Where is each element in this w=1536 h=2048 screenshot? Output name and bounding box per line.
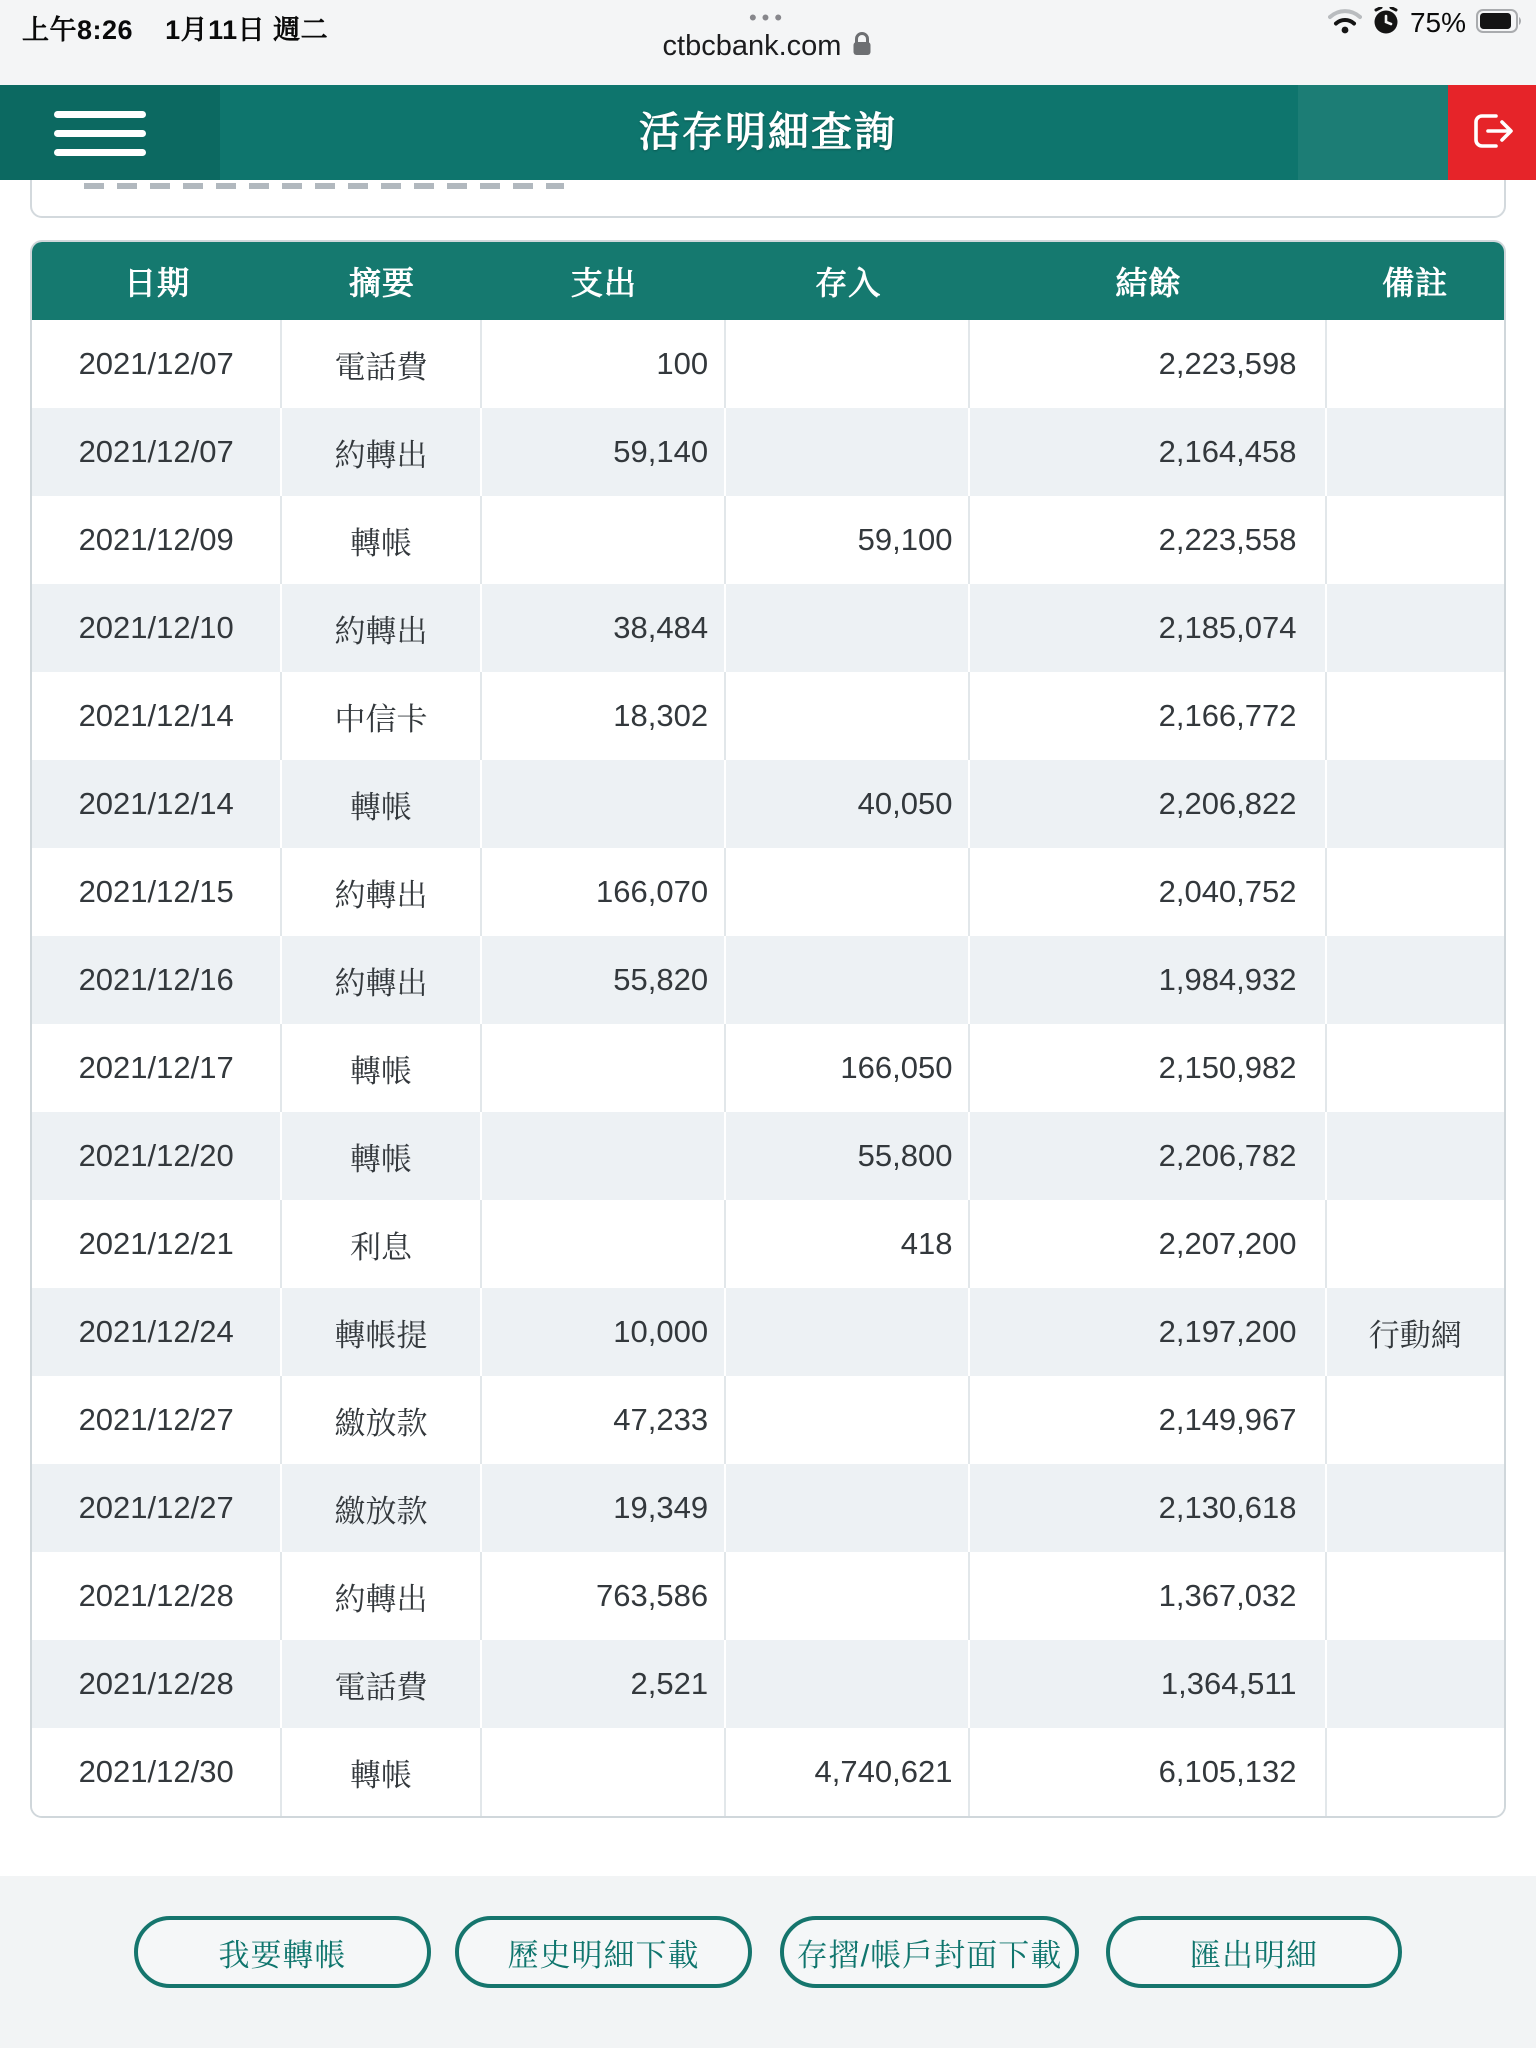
cell-withdrawal: 47,233: [482, 1376, 726, 1464]
status-date: 1月11日: [165, 15, 266, 45]
cell-balance: 6,105,132: [970, 1728, 1326, 1816]
cell-summary: 轉帳提: [282, 1288, 481, 1376]
cell-summary: 約轉出: [282, 936, 481, 1024]
table-row: [32, 1200, 1504, 1288]
cell-balance: 2,040,752: [970, 848, 1326, 936]
table-header-row: [32, 242, 1504, 320]
cell-balance: 2,149,967: [970, 1376, 1326, 1464]
cell-balance: 2,185,074: [970, 584, 1326, 672]
page-title: 活存明細查詢: [639, 109, 897, 155]
cell-note: [1327, 848, 1505, 936]
table-row: [32, 1728, 1504, 1816]
cell-balance: 2,164,458: [970, 408, 1326, 496]
cell-note: [1327, 408, 1505, 496]
cell-summary: 轉帳: [282, 1024, 481, 1112]
status-bar: [0, 0, 1536, 85]
cell-note: [1327, 672, 1505, 760]
cell-withdrawal: 2,521: [482, 1640, 726, 1728]
cell-withdrawal: [482, 1024, 726, 1112]
cell-balance: 2,197,200: [970, 1288, 1326, 1376]
tab-handle-dots[interactable]: •••: [748, 5, 788, 30]
table-row: [32, 320, 1504, 408]
cell-date: 2021/12/24: [32, 1288, 282, 1376]
cell-note: 行動網: [1368, 1317, 1462, 1353]
cell-balance: 1,984,932: [970, 936, 1326, 1024]
cell-deposit: 55,800: [726, 1112, 970, 1200]
cell-balance: 2,166,772: [970, 672, 1326, 760]
cell-date: 2021/12/30: [32, 1728, 282, 1816]
table-row: [32, 1552, 1504, 1640]
column-header: 存入: [815, 265, 882, 301]
cell-withdrawal: 763,586: [482, 1552, 726, 1640]
history-download-button[interactable]: 歷史明細下載: [455, 1916, 752, 1988]
footer-bar: [0, 1876, 1536, 2048]
cell-note: [1327, 1640, 1505, 1728]
cell-date: 2021/12/28: [32, 1552, 282, 1640]
column-header: 支出: [570, 265, 637, 301]
cell-withdrawal: 18,302: [482, 672, 726, 760]
cell-balance: 2,223,558: [970, 496, 1326, 584]
cell-date: 2021/12/16: [32, 936, 282, 1024]
column-header: 摘要: [349, 265, 416, 301]
address-bar[interactable]: [0, 30, 1536, 65]
transaction-table: [30, 240, 1506, 1818]
cell-deposit: [726, 1640, 970, 1728]
cell-deposit: 4,740,621: [726, 1728, 970, 1816]
passbook-cover-download-button[interactable]: 存摺/帳戶封面下載: [780, 1916, 1079, 1988]
table-row: [32, 1376, 1504, 1464]
cell-date: 2021/12/17: [32, 1024, 282, 1112]
cell-deposit: [726, 408, 970, 496]
cell-summary: 轉帳: [282, 1728, 481, 1816]
cell-deposit: [726, 1552, 970, 1640]
table-row: [32, 672, 1504, 760]
cell-summary: 轉帳: [282, 496, 481, 584]
table-body: [32, 320, 1504, 1816]
table-row: [32, 584, 1504, 672]
cell-date: 2021/12/14: [32, 760, 282, 848]
table-row: [32, 1464, 1504, 1552]
cell-summary: 轉帳: [282, 760, 481, 848]
cell-balance: 1,364,511: [970, 1640, 1326, 1728]
cell-balance: 2,150,982: [970, 1024, 1326, 1112]
cell-withdrawal: 38,484: [482, 584, 726, 672]
column-header: 結餘: [1115, 265, 1182, 301]
cell-deposit: 59,100: [726, 496, 970, 584]
lock-icon: [851, 31, 873, 65]
cell-deposit: [726, 1464, 970, 1552]
cell-withdrawal: 10,000: [482, 1288, 726, 1376]
cell-date: 2021/12/07: [32, 408, 282, 496]
cell-date: 2021/12/15: [32, 848, 282, 936]
cell-date: 2021/12/20: [32, 1112, 282, 1200]
cell-deposit: [726, 672, 970, 760]
cell-deposit: 418: [726, 1200, 970, 1288]
url-text: ctbcbank.com: [662, 30, 842, 62]
footer-button-row: [0, 1916, 1536, 1988]
cell-summary: 約轉出: [282, 848, 481, 936]
cell-note: [1327, 1376, 1505, 1464]
cell-deposit: [726, 320, 970, 408]
cell-deposit: [726, 848, 970, 936]
cell-date: 2021/12/09: [32, 496, 282, 584]
table-row: [32, 1640, 1504, 1728]
cell-note: [1327, 1112, 1505, 1200]
cell-withdrawal: 166,070: [482, 848, 726, 936]
cell-date: 2021/12/27: [32, 1464, 282, 1552]
status-weekday: 週二: [273, 15, 329, 45]
export-details-button[interactable]: 匯出明細: [1106, 1916, 1402, 1988]
cell-deposit: [726, 584, 970, 672]
cell-summary: 繳放款: [282, 1376, 481, 1464]
cell-balance: 2,223,598: [970, 320, 1326, 408]
cell-deposit: 40,050: [726, 760, 970, 848]
cell-summary: 約轉出: [282, 408, 481, 496]
cell-date: 2021/12/28: [32, 1640, 282, 1728]
cell-withdrawal: [482, 496, 726, 584]
clipped-text-remnant: [84, 183, 564, 189]
cell-summary: 轉帳: [282, 1112, 481, 1200]
cell-withdrawal: [482, 1112, 726, 1200]
cell-deposit: [726, 936, 970, 1024]
cell-note: [1327, 936, 1505, 1024]
cell-note: [1327, 1552, 1505, 1640]
column-header: 備註: [1382, 265, 1449, 301]
status-time: 上午8:26: [22, 15, 134, 45]
hamburger-icon: [54, 111, 146, 118]
cell-date: 2021/12/21: [32, 1200, 282, 1288]
cell-note: [1327, 496, 1505, 584]
cell-date: 2021/12/27: [32, 1376, 282, 1464]
cell-summary: 電話費: [282, 1640, 481, 1728]
app-header: [0, 85, 1536, 180]
logout-icon: [1466, 105, 1518, 160]
table-row: [32, 496, 1504, 584]
cell-note: [1327, 320, 1505, 408]
cell-deposit: [726, 1288, 970, 1376]
column-header: 日期: [124, 265, 191, 301]
cell-note: [1327, 1464, 1505, 1552]
table-row: [32, 408, 1504, 496]
cell-withdrawal: 100: [482, 320, 726, 408]
logout-button[interactable]: [1448, 85, 1536, 180]
cell-note: [1327, 1200, 1505, 1288]
cell-summary: 約轉出: [282, 584, 481, 672]
table-row: [32, 1288, 1504, 1376]
cell-note: [1327, 760, 1505, 848]
cell-withdrawal: [482, 760, 726, 848]
transfer-button[interactable]: 我要轉帳: [134, 1916, 431, 1988]
cell-withdrawal: 19,349: [482, 1464, 726, 1552]
cell-summary: 約轉出: [282, 1552, 481, 1640]
cell-balance: 1,367,032: [970, 1552, 1326, 1640]
cell-note: [1327, 1024, 1505, 1112]
cell-deposit: 166,050: [726, 1024, 970, 1112]
cell-withdrawal: 55,820: [482, 936, 726, 1024]
cell-summary: 電話費: [282, 320, 481, 408]
cell-date: 2021/12/07: [32, 320, 282, 408]
cell-note: [1327, 584, 1505, 672]
cell-date: 2021/12/14: [32, 672, 282, 760]
table-row: [32, 1024, 1504, 1112]
cell-withdrawal: 59,140: [482, 408, 726, 496]
table-row: [32, 760, 1504, 848]
cell-withdrawal: [482, 1728, 726, 1816]
table-row: [32, 1112, 1504, 1200]
cell-summary: 利息: [282, 1200, 481, 1288]
cell-balance: 2,206,822: [970, 760, 1326, 848]
cell-deposit: [726, 1376, 970, 1464]
cell-balance: 2,206,782: [970, 1112, 1326, 1200]
cell-summary: 中信卡: [282, 672, 481, 760]
cell-balance: 2,130,618: [970, 1464, 1326, 1552]
table-row: [32, 848, 1504, 936]
table-row: [32, 936, 1504, 1024]
menu-button[interactable]: [54, 111, 146, 156]
cell-withdrawal: [482, 1200, 726, 1288]
cell-date: 2021/12/10: [32, 584, 282, 672]
cell-summary: 繳放款: [282, 1464, 481, 1552]
cell-balance: 2,207,200: [970, 1200, 1326, 1288]
cell-note: [1327, 1728, 1505, 1816]
battery-percent: 75%: [1409, 7, 1466, 38]
